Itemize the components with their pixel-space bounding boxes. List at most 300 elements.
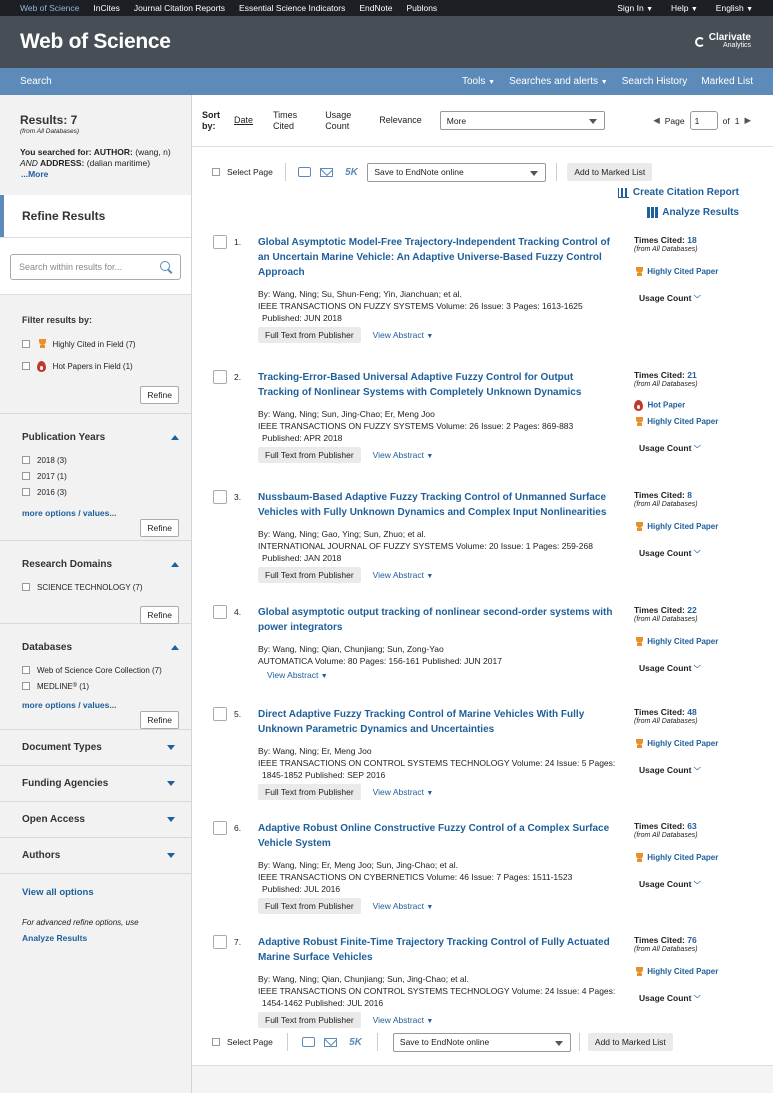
query-author: AUTHOR: (93, 147, 133, 157)
record-metrics (634, 821, 764, 890)
bar-chart-icon (618, 188, 629, 198)
search-history-link[interactable]: Search History (621, 76, 688, 87)
record-metrics (634, 605, 764, 674)
tools-menu[interactable] (462, 76, 495, 87)
record-metrics (634, 490, 764, 559)
sort-more-select[interactable] (440, 111, 605, 130)
view-abstract-label: View Abstract (267, 670, 319, 680)
chevron-down-icon: ﹀ (693, 882, 701, 889)
record-meta (258, 745, 618, 781)
searches-alerts-menu[interactable] (509, 76, 608, 87)
times-cited-source: (from All Databases) (634, 616, 698, 623)
record-source: IEEE TRANSACTIONS ON CONTROL SYSTEMS TECHNOLOGY Volume: 24 Issue: 5 Pages: (258, 758, 616, 768)
trophy-icon (634, 637, 645, 647)
record-number: 1. (234, 237, 242, 247)
sort-bar (192, 95, 773, 147)
page-input[interactable]: 1 (690, 111, 718, 130)
select-page-label: Select Page (227, 1037, 273, 1047)
record-meta (258, 408, 618, 444)
refine-button[interactable]: Refine (140, 386, 179, 404)
publication-years-heading[interactable] (22, 432, 179, 443)
record-meta (258, 528, 618, 564)
refine-button[interactable]: Refine (140, 519, 179, 537)
databases-title: Databases (22, 642, 73, 653)
searches-alerts-label: Searches and alerts (509, 76, 599, 87)
authors-title: Authors (22, 850, 61, 861)
usage-count-label: Usage Count (639, 443, 692, 453)
endnote-value: Save to EndNote online (374, 167, 464, 177)
record-meta (258, 288, 618, 324)
database-label: MEDLINE (37, 681, 73, 691)
record-source: IEEE TRANSACTIONS ON CONTROL SYSTEMS TECHNOLOGY Volume: 24 Issue: 4 Pages: (258, 986, 616, 996)
chevron-down-icon: ▼ (600, 79, 608, 86)
refine-sidebar (0, 95, 192, 1093)
record-number: 7. (234, 937, 242, 947)
chevron-down-icon: ▼ (426, 1018, 434, 1025)
record-actions (258, 670, 328, 680)
query-author-value: (wang, n) (132, 147, 171, 157)
nav-jcr[interactable]: Journal Citation Reports (133, 3, 226, 13)
times-cited-count[interactable]: 8 (687, 490, 692, 500)
view-abstract-link[interactable] (373, 901, 434, 911)
record-number: 6. (234, 823, 242, 833)
record-source: AUTOMATICA Volume: 80 Pages: 156-161 Published: JUN 2017 (258, 656, 502, 666)
usage-count-label: Usage Count (639, 993, 692, 1003)
export-5k-icon[interactable]: 5K (345, 166, 358, 178)
nav-web-of-science[interactable]: Web of Science (20, 3, 80, 13)
page-label: Page (664, 115, 685, 126)
times-cited-label: Times Cited: (634, 821, 688, 831)
sign-in-label: Sign In (617, 3, 644, 13)
chevron-down-icon: ▼ (646, 6, 653, 13)
record-source: IEEE TRANSACTIONS ON FUZZY SYSTEMS Volume: 26 Issue: 2 Pages: 869-883 (258, 421, 574, 431)
checkbox[interactable] (22, 488, 30, 496)
times-cited (634, 235, 764, 245)
usage-count-label: Usage Count (639, 765, 692, 775)
times-cited (634, 935, 764, 945)
logo-name: Clarivate (708, 32, 751, 43)
search-tab[interactable]: Search (20, 76, 52, 87)
collapse-icon[interactable] (171, 562, 179, 567)
record-number: 2. (234, 372, 242, 382)
highly-cited-badge[interactable] (634, 853, 764, 863)
year-label: 2018 (3) (37, 455, 67, 465)
collapse-icon[interactable] (171, 645, 179, 650)
highly-cited-label: Highly Cited Paper (647, 739, 719, 749)
results-source: (from All Databases) (20, 128, 79, 135)
times-cited-source: (from All Databases) (634, 832, 698, 839)
record-actions (258, 447, 433, 463)
highly-cited-badge[interactable] (634, 739, 764, 749)
query-address: ADDRESS: (37, 158, 85, 168)
record-checkbox[interactable] (213, 370, 227, 384)
full-text-button[interactable]: Full Text from Publisher (258, 1012, 361, 1028)
prev-page-icon[interactable]: ◀ (653, 115, 660, 125)
checkbox[interactable] (22, 583, 30, 591)
chevron-down-icon: ﹀ (693, 551, 701, 558)
chevron-down-icon: ﹀ (693, 296, 701, 303)
create-citation-report-label: Create Citation Report (632, 187, 739, 198)
usage-count-toggle[interactable] (634, 879, 764, 890)
nav-incites[interactable]: InCites (93, 3, 120, 13)
sort-usage-count[interactable] (325, 110, 351, 132)
times-label-2: Cited (273, 120, 295, 131)
record-actions (258, 898, 433, 914)
record-actions (258, 784, 433, 800)
trophy-icon (634, 739, 645, 749)
full-text-button[interactable]: Full Text from Publisher (258, 447, 361, 463)
times-cited-count[interactable]: 18 (687, 235, 697, 245)
hot-paper-label: Hot Paper (647, 400, 686, 410)
analyze-results-button[interactable] (647, 207, 739, 218)
highly-cited-badge[interactable] (634, 967, 764, 977)
highly-cited-badge[interactable] (634, 637, 764, 647)
view-abstract-link[interactable] (373, 450, 434, 460)
domain-label: SCIENCE TECHNOLOGY (7) (37, 582, 143, 592)
full-text-button[interactable]: Full Text from Publisher (258, 567, 361, 583)
language-label: English (715, 3, 744, 13)
research-domains-section (0, 541, 191, 624)
checkbox[interactable] (22, 472, 30, 480)
view-abstract-label: View Abstract (372, 330, 424, 340)
domain-option[interactable] (22, 579, 179, 595)
record-title-link[interactable]: Adaptive Robust Online Constructive Fuzzy Control of a Complex Surface Vehicle System (258, 823, 610, 849)
search-within-input[interactable] (10, 254, 181, 280)
year-option[interactable] (22, 452, 179, 468)
record-metrics (634, 370, 764, 454)
select-page-label: Select Page (227, 167, 273, 177)
year-label: 2017 (1) (37, 471, 67, 481)
database-label: Web of Science Core Collection (7) (37, 665, 162, 675)
query-address-value: (dalian maritime) (84, 158, 151, 168)
research-domains-title: Research Domains (22, 559, 113, 570)
record-authors: By: Wang, Ning; Su, Shun-Feng; Yin, Jianchuan; et al. (258, 289, 462, 299)
times-cited-count[interactable]: 22 (687, 605, 697, 615)
record-meta (258, 859, 618, 895)
flame-icon (37, 361, 46, 372)
times-cited-label: Times Cited: (634, 935, 688, 945)
authors-section[interactable] (0, 838, 191, 874)
record-authors: By: Wang, Ning; Er, Meng Joo; Sun, Jing-Chao; et al. (258, 860, 459, 870)
chevron-down-icon: ▼ (426, 904, 434, 911)
sort-date[interactable]: Date (234, 115, 254, 125)
funding-agencies-title: Funding Agencies (22, 778, 109, 789)
research-domains-heading[interactable] (22, 559, 179, 570)
checkbox[interactable] (22, 456, 30, 464)
databases-heading[interactable] (22, 642, 179, 653)
record-metrics (634, 707, 764, 776)
view-abstract-link[interactable] (373, 787, 434, 797)
expand-icon[interactable] (167, 781, 175, 786)
clarivate-logo (695, 34, 751, 50)
highly-cited-label: Highly Cited Paper (647, 522, 719, 532)
view-abstract-link[interactable] (373, 570, 434, 580)
chevron-down-icon: ▼ (426, 333, 434, 340)
filter-section (0, 295, 191, 414)
checkbox[interactable] (22, 340, 30, 348)
view-all-options-link[interactable]: View all options (22, 887, 94, 898)
times-cited (634, 605, 764, 615)
record-checkbox[interactable] (213, 605, 227, 619)
times-cited (634, 370, 764, 380)
times-cited (634, 707, 764, 717)
record-published: Published: JUL 2016 (262, 884, 341, 894)
top-nav-bar (0, 0, 773, 16)
refine-button[interactable]: Refine (140, 711, 179, 729)
expand-icon[interactable] (167, 853, 175, 858)
record-authors: By: Wang, Ning; Qian, Chunjiang; Sun, Zong-Yao (258, 644, 444, 654)
record-title-link[interactable]: Nussbaum-Based Adaptive Fuzzy Tracking Control of Unmanned Surface Vehicles with Fully Unknown Dynamics and Complex Input Nonlinearities (258, 492, 607, 518)
record-number: 4. (234, 607, 242, 617)
record-checkbox[interactable] (213, 935, 227, 949)
database-option[interactable] (22, 662, 179, 678)
results-count: Results: 7 (20, 113, 78, 127)
full-text-button[interactable]: Full Text from Publisher (258, 784, 361, 800)
record-authors: By: Wang, Ning; Er, Meng Joo (258, 746, 372, 756)
advanced-refine-note: For advanced refine options, use (22, 918, 139, 927)
record-title-link[interactable]: Direct Adaptive Fuzzy Tracking Control of Marine Vehicles With Fully Unknown Parametric Dynamics and Uncertainties (258, 709, 585, 735)
divider (285, 163, 286, 181)
record-title-link[interactable]: Global Asymptotic Model-Free Trajectory-Independent Tracking Control of an Uncertain Marine Vehicle: An Adaptive Universe-Based Fuzzy Control Approach (258, 237, 610, 278)
refine-results-heading: Refine Results (0, 195, 191, 237)
checkbox[interactable] (22, 666, 30, 674)
year-option[interactable] (22, 484, 179, 500)
times-cited-source: (from All Databases) (634, 718, 698, 725)
endnote-select[interactable] (393, 1033, 571, 1052)
record-authors: By: Wang, Ning; Qian, Chunjiang; Sun, Jing-Chao; et al. (258, 974, 469, 984)
view-abstract-link[interactable] (373, 1015, 434, 1025)
expand-icon[interactable] (167, 745, 175, 750)
trophy-icon (634, 853, 645, 863)
more-query-link[interactable]: ...More (21, 169, 49, 179)
results-main (192, 95, 773, 1093)
divider (579, 1033, 580, 1051)
query-prefix: You searched for: (20, 147, 94, 157)
sort-label-2: by: (202, 120, 216, 131)
highly-cited-badge[interactable] (634, 417, 764, 427)
full-text-button[interactable]: Full Text from Publisher (258, 327, 361, 343)
chevron-down-icon: ▼ (488, 79, 496, 86)
divider (287, 1033, 288, 1051)
chevron-down-icon: ﹀ (693, 446, 701, 453)
times-cited (634, 490, 764, 500)
help-menu[interactable] (671, 3, 698, 13)
view-abstract-label: View Abstract (372, 901, 424, 911)
sort-by-label (202, 110, 220, 132)
app-title[interactable]: Web of Science (20, 30, 171, 53)
times-cited-label: Times Cited: (634, 605, 688, 615)
collapse-icon[interactable] (171, 435, 179, 440)
top-toolbar (192, 160, 773, 184)
select-page-checkbox[interactable] (212, 168, 220, 176)
email-icon[interactable] (320, 168, 333, 177)
usage-count-toggle[interactable] (634, 293, 764, 304)
sort-label-1: Sort (202, 109, 220, 120)
search-icon[interactable] (160, 261, 172, 273)
trophy-icon (37, 339, 48, 349)
highly-cited-badge[interactable] (634, 522, 764, 532)
chevron-down-icon: ▼ (426, 790, 434, 797)
trophy-icon (634, 522, 645, 532)
document-types-title: Document Types (22, 742, 102, 753)
highly-cited-label: Highly Cited Paper (647, 637, 719, 647)
times-cited-source: (from All Databases) (634, 501, 698, 508)
more-options-link[interactable]: more options / values... (22, 508, 117, 518)
times-cited-label: Times Cited: (634, 235, 688, 245)
usage-count-label: Usage Count (639, 293, 692, 303)
highly-cited-label: Highly Cited Paper (647, 417, 719, 427)
usage-count-toggle[interactable] (634, 993, 764, 1004)
chevron-down-icon: ﹀ (693, 768, 701, 775)
record-actions (258, 567, 433, 583)
record-number: 5. (234, 709, 242, 719)
record-actions (258, 327, 433, 343)
open-access-title: Open Access (22, 814, 85, 825)
open-access-section[interactable] (0, 802, 191, 838)
database-option[interactable] (22, 678, 179, 694)
times-cited-source: (from All Databases) (634, 381, 698, 388)
record-title-link[interactable]: Tracking-Error-Based Universal Adaptive Fuzzy Control for Output Tracking of Nonlinear Systems with Completely Unknown Dynamics (258, 372, 582, 398)
checkbox[interactable] (22, 682, 30, 690)
record-published: 1454-1462 Published: JUL 2016 (262, 998, 384, 1008)
record-metrics (634, 935, 764, 1004)
record-title-link[interactable]: Adaptive Robust Finite-Time Trajectory Tracking Control of Fully Actuated Marine Surface Vehicles (258, 937, 610, 963)
nav-publons[interactable]: Publons (406, 3, 438, 13)
usage-count-toggle[interactable] (634, 663, 764, 674)
highly-cited-label: Highly Cited in Field (7) (52, 339, 136, 349)
record-actions (258, 1012, 433, 1028)
search-within-placeholder: Search within results for... (19, 262, 123, 272)
tools-label: Tools (461, 76, 486, 87)
trophy-icon (634, 417, 645, 427)
pager (653, 111, 751, 130)
times-cited-count[interactable]: 21 (687, 370, 697, 380)
email-icon[interactable] (324, 1038, 337, 1047)
highly-cited-badge[interactable] (634, 267, 764, 277)
divider (556, 163, 557, 181)
usage-count-toggle[interactable] (634, 548, 764, 559)
filter-by-heading: Filter results by: (22, 315, 93, 325)
divider (377, 1033, 378, 1051)
record-published: Published: APR 2018 (262, 433, 343, 443)
sort-relevance[interactable]: Relevance (379, 115, 422, 125)
usage-label-2: Count (325, 120, 350, 131)
record-source: INTERNATIONAL JOURNAL OF FUZZY SYSTEMS Volume: 20 Issue: 1 Pages: 259-268 (258, 541, 593, 551)
record-meta (258, 643, 618, 667)
next-page-icon[interactable]: ▶ (744, 115, 751, 125)
view-abstract-link[interactable] (267, 670, 328, 680)
times-cited-source: (from All Databases) (634, 946, 698, 953)
trophy-icon (634, 967, 645, 977)
sort-more-value: More (446, 115, 467, 126)
times-cited-count[interactable]: 63 (687, 821, 697, 831)
document-types-section[interactable] (0, 730, 191, 766)
refine-button[interactable]: Refine (140, 606, 179, 624)
usage-label-1: Usage (325, 109, 352, 120)
record-meta (258, 973, 618, 1009)
year-option[interactable] (22, 468, 179, 484)
analyze-results-label: Analyze Results (662, 207, 739, 218)
times-cited (634, 821, 764, 831)
analyze-results-link[interactable]: Analyze Results (22, 933, 88, 943)
chevron-down-icon: ﹀ (693, 996, 701, 1003)
record-checkbox[interactable] (213, 490, 227, 504)
language-menu[interactable] (716, 3, 753, 13)
endnote-select[interactable] (367, 163, 546, 182)
record-checkbox[interactable] (213, 821, 227, 835)
chevron-down-icon: ▼ (690, 6, 698, 13)
times-cited-label: Times Cited: (634, 490, 688, 500)
add-to-marked-list-button[interactable]: Add to Marked List (588, 1033, 673, 1051)
funding-agencies-section[interactable] (0, 766, 191, 802)
record-metrics (634, 235, 764, 304)
create-citation-report-link[interactable] (618, 187, 739, 198)
filter-highly-cited[interactable] (22, 333, 179, 355)
record-authors: By: Wang, Ning; Sun, Jing-Chao; Er, Meng Joo (258, 409, 435, 419)
highly-cited-label: Highly Cited Paper (647, 853, 719, 863)
record-authors: By: Wang, Ning; Gao, Ying; Sun, Zhuo; et al. (258, 529, 426, 539)
query-and: AND (20, 158, 38, 168)
publication-years-title: Publication Years (22, 432, 106, 443)
hot-papers-label: Hot Papers in Field (1) (52, 361, 133, 371)
record-source: IEEE TRANSACTIONS ON FUZZY SYSTEMS Volume: 26 Issue: 3 Pages: 1613-1625 (258, 301, 583, 311)
checkbox[interactable] (22, 362, 30, 370)
times-cited-count[interactable]: 48 (687, 707, 697, 717)
year-label: 2016 (3) (37, 487, 67, 497)
view-abstract-label: View Abstract (372, 450, 424, 460)
sub-nav-bar (0, 68, 773, 95)
highly-cited-label: Highly Cited Paper (647, 967, 719, 977)
chevron-down-icon: ▼ (426, 573, 434, 580)
times-cited-count[interactable]: 76 (687, 935, 697, 945)
times-cited-label: Times Cited: (634, 370, 688, 380)
record-title-link[interactable]: Global asymptotic output tracking of nonlinear second-order systems with power integrators (258, 607, 613, 633)
sign-in-menu[interactable] (617, 3, 653, 13)
expand-icon[interactable] (167, 817, 175, 822)
search-query (20, 147, 171, 169)
times-cited-label: Times Cited: (634, 707, 688, 717)
hot-paper-badge[interactable] (634, 400, 764, 411)
view-abstract-label: View Abstract (372, 1015, 424, 1025)
times-label-1: Times (273, 109, 298, 120)
marked-list-link[interactable]: Marked List (701, 76, 753, 87)
usage-count-toggle[interactable] (634, 765, 764, 776)
record-published: Published: JAN 2018 (262, 553, 342, 563)
record-checkbox[interactable] (213, 707, 227, 721)
record-number: 3. (234, 492, 242, 502)
full-text-button[interactable]: Full Text from Publisher (258, 898, 361, 914)
usage-count-toggle[interactable] (634, 443, 764, 454)
search-within-section (0, 237, 191, 295)
logo-sub: Analytics (722, 42, 751, 49)
more-options-link[interactable]: more options / values... (22, 700, 117, 710)
filter-hot-papers[interactable] (22, 355, 179, 377)
nav-endnote[interactable]: EndNote (359, 3, 393, 13)
select-page-checkbox[interactable] (212, 1038, 220, 1046)
view-abstract-link[interactable] (373, 330, 434, 340)
record-checkbox[interactable] (213, 235, 227, 249)
highly-cited-label: Highly Cited Paper (647, 267, 719, 277)
nav-esi[interactable]: Essential Science Indicators (239, 3, 346, 13)
publication-years-section (0, 414, 191, 541)
registered-mark: ® (72, 683, 77, 689)
database-count: (1) (79, 681, 89, 691)
sort-times-cited[interactable] (273, 110, 297, 132)
export-5k-icon[interactable]: 5K (349, 1036, 362, 1048)
add-to-marked-list-button[interactable]: Add to Marked List (567, 163, 652, 181)
print-icon[interactable] (298, 167, 311, 177)
print-icon[interactable] (302, 1037, 315, 1047)
